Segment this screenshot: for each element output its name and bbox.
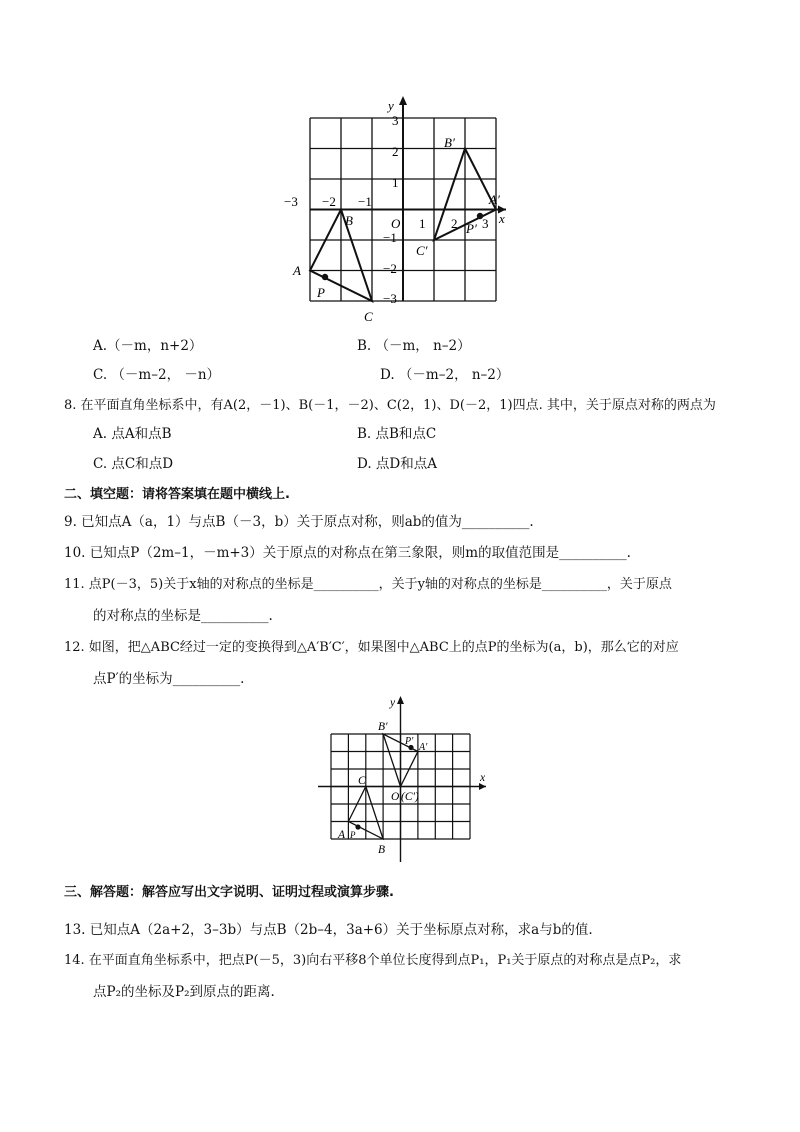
section-2-heading: 二、填空题：请将答案填在题中横线上. (64, 487, 290, 502)
y-axis-arrow-icon (399, 96, 407, 105)
figure-label: C (358, 775, 366, 787)
figure-label: 1 (392, 175, 399, 190)
q9: 9. 已知点A（a，1）与点B（－3，b）关于原点对称，则ab的值为__________. (64, 514, 534, 530)
figure-1-coordinate-grid (280, 90, 520, 330)
figure-label: 1 (419, 216, 426, 231)
q7-option-a: A.（－m，n+2） (93, 338, 203, 354)
q12-line2: 点P′的坐标为__________. (93, 671, 245, 687)
figure-label: B′ (444, 135, 455, 150)
figure-label: −2 (383, 261, 397, 276)
figure-label: O (391, 791, 400, 803)
figure-label: 3 (392, 113, 399, 128)
figure-label: P (350, 830, 356, 840)
q14-line2: 点P₂的坐标及P₂到原点的距离. (93, 984, 275, 1000)
figure-label: −1 (383, 230, 397, 245)
figure-label: C (364, 309, 373, 324)
q8-stem: 8. 在平面直角坐标系中，有A(2，－1)、B(－1，－2)、C(2，1)、D(－2，1)四点. 其中，关于原点对称的两点为 (64, 398, 716, 413)
y-axis-arrow-icon (397, 696, 404, 704)
figure-label: B (345, 213, 353, 228)
q8-option-a: A. 点A和点B (93, 426, 172, 442)
figure-label: −3 (284, 194, 298, 209)
q8-option-b: B. 点B和点C (357, 426, 437, 442)
section-3-heading: 三、解答题：解答应写出文字说明、证明过程或演算步骤. (64, 885, 394, 900)
figure-label: P′ (466, 221, 477, 236)
q10: 10. 已知点P（2m–1，－m+3）关于原点的对称点在第三象限，则m的取值范围是__________. (64, 545, 631, 561)
figure-label: (C′) (401, 791, 419, 803)
figure-label: B (378, 844, 386, 856)
figure-label: 2 (451, 216, 458, 231)
figure-label: P (317, 285, 325, 300)
point-p (322, 274, 328, 280)
figure-label: y (388, 98, 394, 113)
q12-line1: 12. 如图，把△ABC经过一定的变换得到△A′B′C′，如果图中△ABC上的点P的坐标为(a，b)，那么它的对应 (64, 640, 679, 655)
q7-option-d: D. （－m–2， n–2） (380, 367, 510, 383)
q11-line1: 11. 点P(－3，5)关于x轴的对称点的坐标是__________，关于y轴的对称点的坐标是__________，关于原点 (64, 577, 672, 592)
figure-label: A (293, 263, 301, 278)
figure-label: −3 (383, 291, 397, 306)
figure-label: y (390, 697, 396, 709)
q8-option-d: D. 点D和点A (357, 456, 437, 472)
figure-label: 2 (392, 144, 399, 159)
q8-option-c: C. 点C和点D (93, 456, 174, 472)
q14-line1: 14. 在平面直角坐标系中，把点P(－5，3)向右平移8个单位长度得到点P₁，P₁关于原点的对称点是点P₂，求 (64, 953, 682, 968)
q13: 13. 已知点A（2a+2，3–3b）与点B（2b–4，3a+6）关于坐标原点对称，求a与b的值. (64, 922, 593, 938)
figure-label: 3 (482, 216, 489, 231)
figure-label: A (338, 829, 346, 841)
q7-option-b: B. （－m， n–2） (357, 338, 471, 354)
figure-label: A′ (489, 192, 500, 207)
figure-label: A′ (419, 742, 428, 753)
figure-label: O (391, 216, 401, 231)
figure-2-coordinate-grid (310, 690, 500, 865)
figure-label: x (480, 772, 486, 784)
figure-label: P′ (405, 736, 414, 747)
figure-label: B′ (378, 721, 388, 733)
point-p (355, 824, 360, 829)
figure-label: C′ (416, 243, 428, 258)
figure-label: −1 (358, 194, 372, 209)
q11-line2: 的对称点的坐标是__________. (93, 608, 273, 624)
figure-label: x (499, 211, 505, 226)
figure-label: −2 (322, 194, 336, 209)
q7-option-c: C. （－m–2， －n） (93, 367, 221, 383)
x-axis-arrow-icon (479, 783, 486, 790)
